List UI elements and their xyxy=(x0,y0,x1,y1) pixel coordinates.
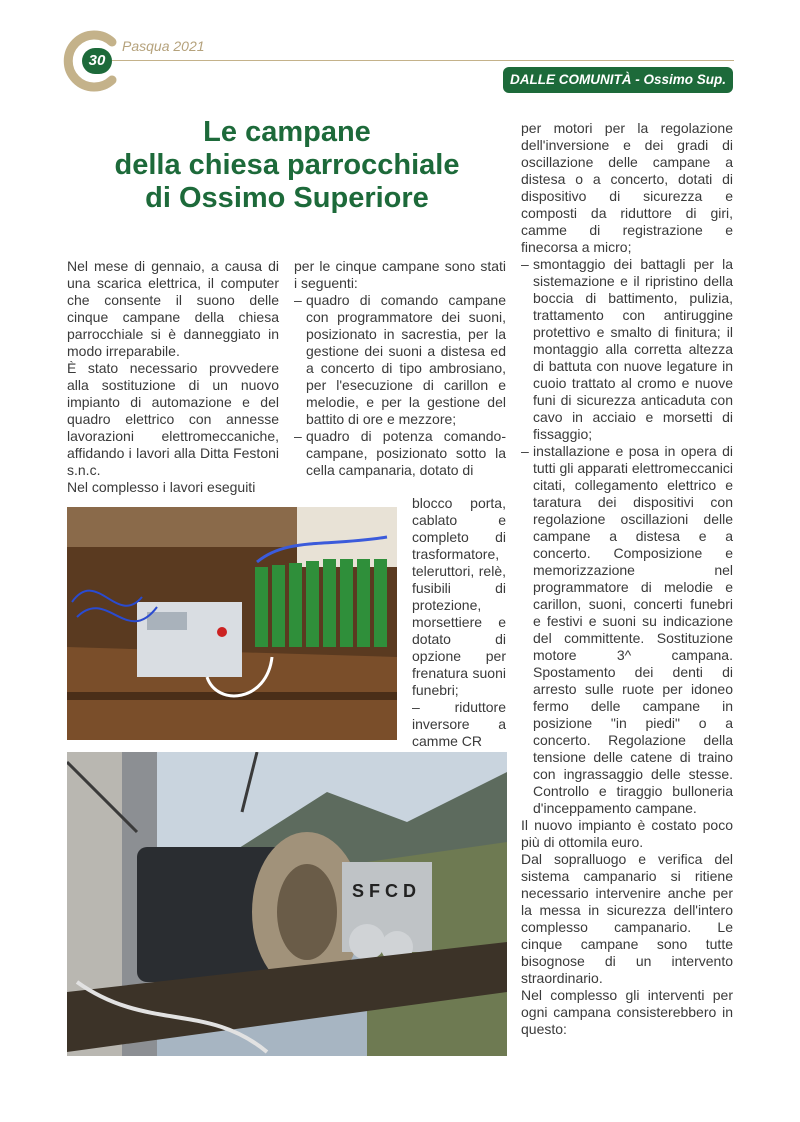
list-item: – quadro di potenza comando-campane, posizionato sotto la cella campanaria, dotato di xyxy=(294,428,506,479)
section-badge: DALLE COMUNITÀ - Ossimo Sup. xyxy=(503,67,733,93)
control-panel-photo xyxy=(67,507,397,740)
motor-label: S F C D xyxy=(352,881,417,901)
header-divider xyxy=(112,60,734,61)
column-3 xyxy=(521,120,733,1038)
paragraph: Nel complesso i lavori eseguiti xyxy=(67,479,256,495)
work-list xyxy=(521,256,733,817)
paragraph: blocco porta, cablato e completo di trasformatore, teleruttori, relè, fusibili di protezione, morsettiere e dotato di opzione per frenatura suoni funebri; xyxy=(412,495,506,698)
paragraph: Il nuovo impianto è costato poco più di ottomila euro. xyxy=(521,817,733,850)
work-list xyxy=(294,292,506,479)
paragraph: – riduttore inversore a camme CR xyxy=(412,699,506,749)
title-line-3: di Ossimo Superiore xyxy=(145,182,429,214)
list-item: – installazione e posa in opera di tutti gli apparati elettromeccanici citati, collegamento elettrico e taratura dei dispositivi con regolazione oscillazioni delle campane a distesa e a concerto. Composizione e memorizzazione nel programmatore di melodie e carillon, suoni, concerti funebri e festivi e suoni su indicazione del committente. Sostituzione motore 3^ campana. Spostamento dei denti di arresto sulle ruote per idoneo fermo delle campane in posizione "in piedi" o a concerto. Regolazione della tensione delle catene di traino con ingrassaggio delle stesse. Controllo e tiraggio bulloneria d'inceppamento campane. xyxy=(521,443,733,817)
issue-title: Pasqua 2021 xyxy=(122,38,205,54)
column-1 xyxy=(67,258,279,496)
paragraph: per motori per la regolazione dell'inversione e dei gradi di oscillazione delle campane a distesa o a concerto, dotati di dispositivo di sicurezza e composti da riduttore di giri, camme di registrazione e finecorsa a micro; xyxy=(521,120,733,255)
list-item: – smontaggio dei battagli per la sistemazione e il ripristino della boccia di battimento, pulizia, trattamento con antiruggine protettivo e smalto di finitura; il montaggio alla corretta altezza di battuta con nuove legature in cuoio trattato al cromo e nuove funi di sicurezza anticaduta con cavo in acciaio e morsetti di fissaggio; xyxy=(521,256,733,443)
paragraph: Nel complesso gli interventi per ogni campana consisterebbero in questo: xyxy=(521,987,733,1037)
paragraph: per le cinque campane sono stati i seguenti: xyxy=(294,258,506,291)
page-number: 30 xyxy=(82,48,112,74)
paragraph: Dal sopralluogo e verifica del sistema campanario si ritiene necessario intervenire anche per la messa in sicurezza dell'intero complesso campanario. Le cinque campane sono tutte bisognose di un intervento straordinario. xyxy=(521,851,733,986)
column-2-continued xyxy=(412,495,506,750)
article-title xyxy=(72,116,502,215)
paragraph: È stato necessario provvedere alla sostituzione di un nuovo impianto di automazione e del quadro elettrico con annesse lavorazioni elettromeccaniche, affidando i lavori alla Ditta Festoni s.n.c. xyxy=(67,360,279,478)
bell-motor-photo xyxy=(67,752,507,1056)
list-item: – quadro di comando campane con programmatore dei suoni, posizionato in sacrestia, per la gestione dei suoni a distesa ed a concerto di tipo ambrosiano, per l'esecuzione di carillon e melodie, e per la gestione del battito di ore e mezzore; xyxy=(294,292,506,428)
paragraph: Nel mese di gennaio, a causa di una scarica elettrica, il computer che consente il suono delle cinque campane della chiesa parrocchiale si è danneggiato in modo irreparabile. xyxy=(67,258,279,359)
title-line-1: Le campane xyxy=(203,116,371,148)
column-2 xyxy=(294,258,506,479)
title-line-2: della chiesa parrocchiale xyxy=(114,149,460,181)
